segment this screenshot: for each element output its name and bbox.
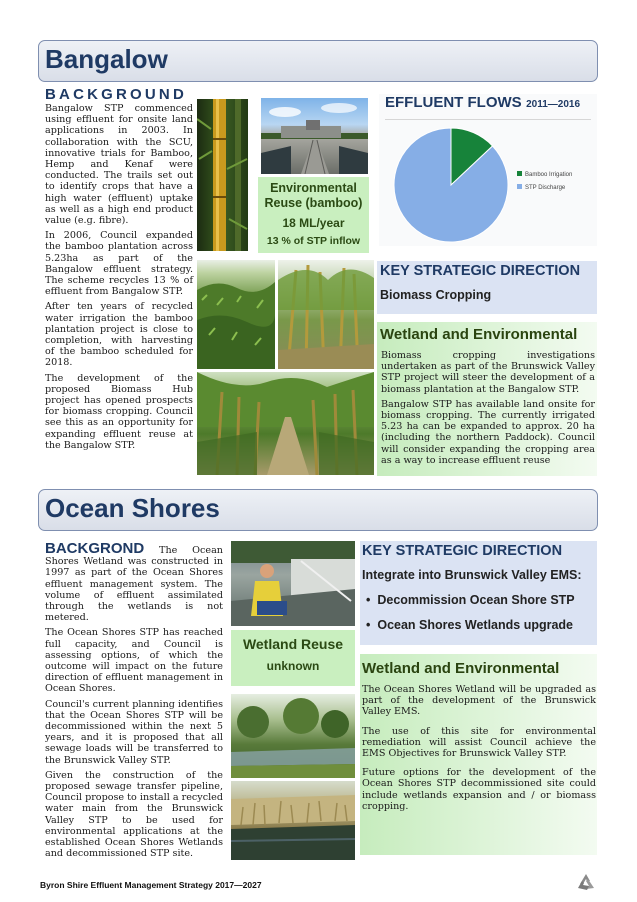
background-heading: BACKGROND	[45, 540, 145, 557]
bamboo-grove-photo	[278, 260, 374, 369]
chart-subtitle: 2011—2016	[526, 99, 581, 110]
worker-image	[231, 541, 355, 626]
treatment-plant-photo	[261, 98, 368, 174]
bullet-item	[366, 593, 575, 607]
effluent-flows-chart	[379, 94, 597, 246]
wetland-text	[362, 684, 596, 816]
wetland-trees-photo	[231, 694, 355, 778]
wetland-text	[381, 350, 595, 470]
reuse-volume: 18 ML/year	[282, 216, 345, 230]
legend-label: Bamboo Irrigation	[525, 172, 573, 178]
reuse-box-title: Environmental Reuse (bamboo)	[264, 181, 363, 210]
wetland-reeds-image	[231, 781, 355, 860]
chart-title-row	[385, 94, 580, 112]
reuse-value: unknown	[266, 659, 320, 673]
paragraph	[45, 540, 223, 624]
legend-swatch	[517, 171, 522, 176]
paragraph: The Ocean Shores Wetland will be upgraded as part of the development of the Brunswick Valley EMS.	[362, 684, 596, 718]
paragraph: The Ocean Shores STP has reached full capacity, and Council is assessing options, of which the outcome will impact on the future direction of effluent management in Ocean Shores.	[45, 627, 223, 695]
bullet-text: Ocean Shores Wetlands upgrade	[377, 618, 573, 632]
background-column	[45, 540, 223, 863]
wetland-reeds-photo	[231, 781, 355, 860]
reuse-box-title: Wetland Reuse	[242, 636, 344, 652]
footer-text: Byron Shire Effluent Management Strategy 2017—2027	[40, 880, 262, 890]
paragraph: Future options for the development of the Ocean Shores STP decommissioned site could include wetlands expansion and / or biomass cropping.	[362, 767, 596, 812]
bamboo-avenue-photo	[197, 372, 374, 475]
key-direction-heading: KEY STRATEGIC DIRECTION	[362, 543, 563, 559]
section-title: Bangalow	[45, 44, 168, 74]
background-heading: BACKGROUND	[45, 86, 187, 103]
wetland-heading: Wetland and Environmental	[362, 660, 560, 677]
bamboo-culm-image	[197, 99, 248, 251]
chart-title: EFFLUENT FLOWS	[385, 94, 522, 111]
key-direction-panel	[360, 541, 597, 645]
treatment-plant-image	[261, 98, 368, 174]
chart-divider	[385, 119, 591, 120]
wetland-panel	[360, 654, 597, 855]
key-direction-text: Biomass Cropping	[380, 288, 492, 302]
recycle-icon	[575, 872, 597, 894]
bamboo-avenue-image	[197, 372, 374, 475]
bamboo-field-image	[197, 260, 275, 369]
bamboo-field-photo	[197, 260, 275, 369]
background-text	[45, 103, 193, 451]
legend-label: STP Discharge	[525, 185, 566, 191]
paragraph: Given the construction of the proposed sewage transfer pipeline, Council propose to install a recycled water main from the Brunswick Valley STP to be used for environmental applications at the established Ocean Shores Wetlands and decommissioned STP site.	[45, 769, 223, 860]
treatment-worker-photo	[231, 541, 355, 626]
wetland-reuse-box	[231, 630, 355, 686]
wetland-panel	[377, 322, 597, 476]
paragraph: The development of the proposed Biomass Hub project has opened prospects for biomass cropping. Council see this as an opportunity for expanding effluent reuse at the Bangalow STP.	[45, 372, 193, 451]
bamboo-grove-image	[278, 260, 374, 369]
key-direction-panel	[377, 261, 597, 314]
paragraph: After ten years of recycled water irrigation the bamboo plantation project is close to completion, with harvesting of the bamboo scheduled for 2018.	[45, 301, 193, 369]
bullet-item	[366, 618, 573, 632]
lead-text: The Ocean Shores Wetland was constructed in 1997 as part of the Ocean Shores effluent management system. The volume of effluent assimilated through the wetlands is not metered.	[45, 545, 223, 624]
paragraph: Biomass cropping investigations undertaken as part of the Brunswick Valley STP project will steer the development of a biomass plantation at the Bangalow STP.	[381, 350, 595, 395]
paragraph: The use of this site for environmental remediation will assist Council achieve the EMS Objectives for Brunswick Valley STP.	[362, 725, 596, 760]
wetland-trees-image	[231, 694, 355, 778]
wetland-heading: Wetland and Environmental	[380, 326, 578, 343]
key-direction-heading: KEY STRATEGIC DIRECTION	[380, 263, 581, 279]
background-text	[45, 540, 223, 860]
paragraph: Council's current planning identifies that the Ocean Shores STP will be decommissioned within the next 5 years, and it is proposed that all sewage loads will be transferred to the Brunswick Valley STP.	[45, 698, 223, 766]
reuse-share: 13 % of STP inflow	[266, 235, 361, 247]
legend-swatch	[517, 184, 522, 189]
bullet-icon: •	[366, 593, 371, 607]
pie-chart	[379, 122, 597, 246]
paragraph: Bangalow STP commenced using effluent for onsite land applications in 2003. In collaboration with the SCU, innovative trials for Bamboo, Hemp and Kenaf were conducted. The trails set out to identify crops that have a high water (effluent) uptake as well as a high end product value (e.g. fibre).	[45, 103, 193, 227]
bamboo-closeup-photo	[197, 99, 248, 251]
bullet-icon: •	[366, 618, 371, 632]
paragraph: In 2006, Council expanded the bamboo plantation across 5.23ha as part of the Bangalow effluent strategy. The scheme recycles 13 % of effluent from Bangalow STP.	[45, 230, 193, 298]
environmental-reuse-box	[258, 177, 369, 253]
section-title: Ocean Shores	[45, 493, 220, 523]
key-direction-intro: Integrate into Brunswick Valley EMS:	[362, 568, 582, 582]
background-column	[45, 86, 193, 455]
section-banner-bangalow	[38, 40, 598, 82]
paragraph: Bangalow STP has available land onsite for biomass cropping. The currently irrigated 5.23 ha can be expanded to approx. 20 ha (including the northern Paddock). Council will consider expanding the cropping area as a way to increase effluent reuse	[381, 398, 595, 466]
bullet-text: Decommission Ocean Shore STP	[377, 593, 575, 607]
section-banner-ocean-shores	[38, 489, 598, 531]
